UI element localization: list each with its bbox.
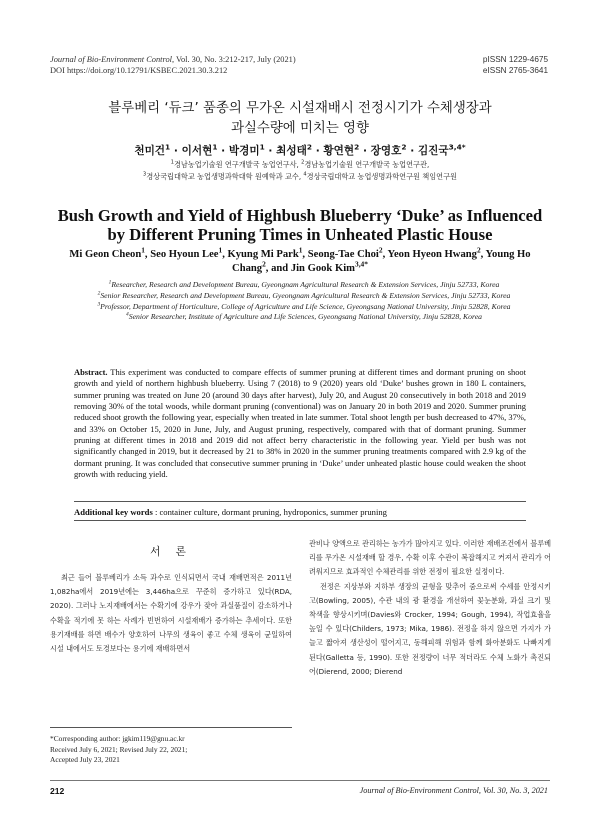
author-separator: , and [265, 263, 291, 274]
author-name: Kyung Mi Park [227, 249, 299, 260]
abstract-text: This experiment was conducted to compare effects of summer pruning at different times and dormant pruning on shoot growth and yield of northern highbush blueberry. Using 7 (2018) to 9 (2020) years old ‘Duke’ bushes grown in 180 L containers, summer pruning was treated on June 20 (around 30 days after harvest), July 20, and August 20 consecutively in both 2018 and 2019 removing 30% of the total woods, while dormant pruning (conventional) was on January 20 in both 2019 and 2020. Summer pruning reduced shoot growth the following year, especially when treated in late summer. Total shoot length per bush decreased to 47%, 37%, and 33% on October 15, 2020 in June, July, and August pruning, respectively, compared with that of dormant pruning. Summer pruning at different times in 2018 and 2019 did not affect berry characteristic in the following year. Yield per bush was not significantly changed in 2019, but it decreased by 21 to 38% in 2020 in the summer pruning treatments compared with 2.9 kg of the dormant pruning. It was concluded that consecutive summer pruning in ‘Duke’ under unheated plastic house could weaken the shoot growth with reducing yield. [74, 367, 526, 480]
affil-text: 경상국립대학교 농업생명과학연구원 책임연구원 [306, 172, 458, 181]
author-sup: 1 [141, 245, 145, 255]
affil-sup: 1 [108, 279, 112, 286]
author-name: Seong-Tae Choi [307, 249, 379, 260]
author-sup: 2 [476, 245, 481, 255]
author-sup: 1 [218, 245, 223, 255]
keywords-top-rule [74, 501, 526, 502]
author-name: 박경미 [228, 145, 260, 157]
intro-right-text [309, 537, 551, 679]
author-separator: · [217, 145, 229, 157]
doi: DOI https://doi.org/10.12791/KSBEC.2021.30.3.212 [50, 66, 228, 75]
author-sup: 1 [212, 142, 218, 152]
intro-paragraph: 관비나 양액으로 관리하는 농가가 많아지고 있다. 이러한 재배조건에서 블루베리를 무가온 시설재배 할 경우, 수확 이후 수관이 복잡해지고 커져서 관리가 어려워지므로 효과적인 수체관리를 위한 전정이 필요한 실정이다. [309, 539, 551, 577]
right-column [309, 537, 551, 679]
korean-affil-line2 [40, 171, 560, 183]
korean-title-line2: 과실수량에 미치는 영향 [231, 121, 369, 136]
pissn: pISSN 1229-4675 [482, 55, 548, 64]
korean-affiliations [40, 159, 560, 183]
affil-text: 경남농업기술원 연구개발국 농업연구관, [304, 160, 430, 169]
intro-paragraph: 전정은 지상부와 지하부 생장의 균형을 맞추어 줌으로써 수세를 안정시키고(Bowling, 2005), 수관 내의 광 환경을 개선하여 꽃눈분화, 과실 크기 및 착색을 향상시키며(Davies와 Crocker, 1994; Gough, 1994), 작업효율을 높일 수 있다(Childers, 1973; Mika, 1986). 전정을 하지 않으면 가지가 가늘고 짧아져 생산성이 떨어지고, 동해피해 위험과 함께 화아분화도 나빠지게 된다(Galletta 등, 1990). 또한 전정량이 너무 적더라도 수체 노화가 촉진되어(Dierend, 2000; Dierend [309, 581, 551, 676]
author-name: Mi Geon Cheon [69, 249, 142, 260]
journal-volume: , Vol. 30, No. 3:212-217, July (2021) [171, 55, 296, 64]
issn-block [483, 54, 548, 76]
english-title [40, 206, 560, 244]
keywords-label: Additional key words [74, 507, 153, 517]
author-name: Jin Gook Kim [290, 263, 355, 274]
korean-title-line1: 블루베리 ‘듀크’ 품종의 무가온 시설재배시 전정시기가 수체생장과 [108, 101, 492, 116]
left-column [50, 536, 292, 656]
author-sup: 3,4* [448, 142, 466, 152]
affil-sup: 3 [142, 171, 147, 178]
abstract [74, 367, 526, 480]
affil-sup: 2 [97, 290, 101, 297]
accepted-date: Accepted July 23, 2021 [50, 755, 120, 765]
korean-title [40, 99, 560, 139]
affil-sup: 1 [170, 159, 174, 166]
affil-text: 경상국립대학교 농업생명과학대학 원예학과 교수, [146, 172, 304, 181]
page-number: 212 [50, 786, 65, 796]
journal-header [50, 54, 296, 76]
affil-sup: 4 [303, 171, 307, 178]
eissn: eISSN 2765-3641 [482, 66, 548, 75]
affil-text: 경남농업기술원 연구개발국 농업연구사, [173, 160, 302, 169]
affil-text: Professor, Department of Horticulture, College of Agriculture and Life Science, Gyeongsang National University, Jinju 52828, Korea [100, 301, 511, 311]
corresponding-author: *Corresponding author: jgkim119@gnu.ac.kr [50, 734, 185, 743]
author-name: 최성태 [276, 145, 307, 157]
author-separator: , [302, 249, 308, 260]
affil-text: Senior Researcher, Institute of Agriculture and Life Sciences, Gyeongsang National University, Jinju 52828, Korea [128, 312, 482, 322]
author-sup: 2 [306, 142, 312, 152]
author-separator: , [222, 249, 228, 260]
author-separator: , [144, 249, 151, 260]
english-affil-1 [64, 280, 544, 291]
english-title-line1: Bush Growth and Yield of Highbush Blueberry ‘Duke’ as Influenced [57, 206, 543, 225]
keywords-text: : container culture, dormant pruning, hydroponics, summer pruning [152, 507, 387, 517]
keywords [74, 507, 526, 517]
author-separator: · [170, 145, 182, 157]
author-sup: 1 [259, 142, 265, 152]
affil-text: Researcher, Research and Development Bureau, Gyeongnam Agricultural Research & Extension Services, Jinju 52733, Korea [111, 280, 500, 289]
journal-name: Journal of Bio-Environment Control [50, 55, 172, 64]
author-separator: · [359, 145, 371, 157]
author-sup: 1 [165, 142, 171, 152]
author-separator: , [382, 249, 388, 260]
footnote [50, 727, 292, 766]
author-sup: 1 [298, 245, 303, 255]
author-sup: 3,4* [354, 259, 368, 269]
affil-text: Senior Researcher, Research and Development Bureau, Gyeongnam Agricultural Research & Extension Services, Jinju 52733, Korea [100, 290, 511, 300]
korean-authors [40, 143, 560, 158]
english-affil-2 [64, 291, 544, 302]
footer-journal: Journal of Bio-Environment Control, Vol. 30, No. 3, 2021 [359, 786, 548, 795]
author-name: Yeon Hyeon Hwang [387, 249, 477, 260]
english-affiliations [64, 280, 544, 323]
author-separator: · [312, 145, 324, 157]
author-sup: 2 [354, 142, 360, 152]
korean-affil-line1 [40, 159, 560, 171]
section-title-introduction: 서 론 [150, 546, 192, 558]
affil-sup: 4 [126, 311, 129, 318]
author-name: 김진국 [417, 145, 449, 157]
keywords-bottom-rule [74, 520, 526, 521]
english-title-line2: by Different Pruning Times in Unheated Plastic House [107, 225, 493, 244]
author-separator: · [264, 145, 277, 157]
author-name: Young Ho Chang [232, 249, 531, 274]
intro-left-text [50, 571, 292, 656]
author-name: 황연현 [323, 145, 355, 157]
author-name: 천미건 [134, 145, 166, 157]
author-separator: · [406, 145, 418, 157]
affil-sup: 2 [301, 159, 305, 166]
affil-sup: 3 [97, 301, 101, 308]
intro-paragraph: 최근 들어 블루베리가 소득 과수로 인식되면서 국내 재배면적은 2011년 1,082ha에서 2019년에는 3,446ha으로 꾸준히 증가하고 있다(RDA, 2020). 그러나 노지재배에서는 수확기에 강우가 잦아 과실품질이 감소하거나 수확을 적기에 못 하는 사례가 빈번하여 시설재배가 증가하는 추세이다. 또한 용기재배를 하면 배수가 양호하여 나무의 생육이 좋고 수체 생육이 균일하여 시설 내에서도 토경보다는 용기에 재배하면서 [50, 573, 292, 654]
author-sup: 2 [262, 259, 266, 269]
english-affil-4 [64, 312, 544, 323]
author-name: Seo Hyoun Lee [150, 249, 219, 260]
english-affil-3 [64, 302, 544, 313]
author-sup: 2 [378, 245, 383, 255]
author-separator: , [480, 249, 486, 260]
abstract-label: Abstract. [74, 367, 108, 377]
footer-rule [50, 780, 550, 781]
received-date: Received July 6, 2021; Revised July 22, 2021; [50, 744, 188, 754]
author-name: 이서현 [181, 145, 213, 157]
author-name: 장영호 [370, 145, 402, 157]
english-authors [50, 245, 550, 276]
author-sup: 2 [401, 142, 407, 152]
